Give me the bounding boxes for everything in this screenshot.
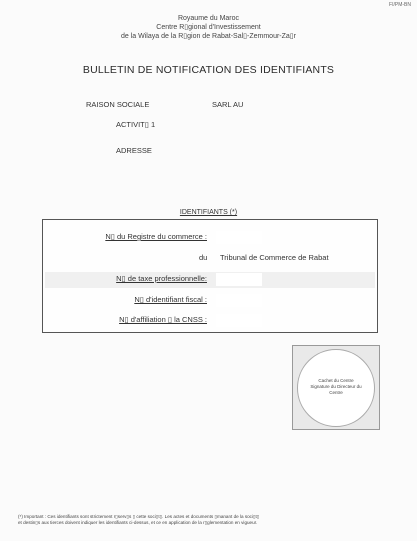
taxe-row-shading [45, 272, 375, 288]
header-line-kingdom: Royaume du Maroc [177, 15, 240, 22]
fiscal-label: N▯ d'identifiant fiscal : [134, 295, 207, 304]
cnss-row [43, 315, 377, 329]
document-header [0, 14, 417, 41]
header-line-wilaya: de la Wilaya de la R▯gion de Rabat-Sal▯-Zemmour-Za▯r [121, 33, 296, 40]
form-code: FI/PM-BN [389, 2, 411, 8]
tribunal-value: Tribunal de Commerce de Rabat [220, 253, 329, 262]
cnss-label: N▯ d'affiliation ▯ la CNSS : [119, 315, 207, 324]
identifiants-box [42, 219, 378, 333]
registre-row [43, 232, 377, 246]
fiscal-value [216, 294, 262, 307]
document-title: BULLETIN DE NOTIFICATION DES IDENTIFIANTS [82, 64, 335, 76]
registre-value [216, 231, 262, 244]
adresse-label: ADRESSE [116, 146, 152, 155]
footnote [18, 514, 408, 526]
taxe-row [43, 274, 377, 288]
header-line-center: Centre R▯gional d'Investissement [156, 24, 261, 31]
footnote-line-1: (*) Important : Ces identifiants sont strictement r▯serv▯s ▯ cette soci▯t▯. Les actes et documents ▯manant de la soci▯t▯ [18, 514, 260, 519]
du-label: du [199, 253, 208, 262]
taxe-value [216, 273, 262, 286]
stamp-line-signature: Signature du Directeur du [310, 384, 362, 389]
registre-label: N▯ du Registre du commerce : [105, 232, 207, 241]
activite-label: ACTIVIT▯ 1 [116, 120, 156, 129]
tribunal-row [43, 253, 377, 267]
stamp-box [292, 345, 380, 430]
footnote-line-2: et destin▯s aux tierces doivent indiquer les identifiants ci-dessus, et ce en application de la r▯glementation en vigueur. [18, 520, 258, 525]
fiscal-row [43, 295, 377, 309]
raison-sociale-value: SARL AU [212, 100, 244, 109]
stamp-line-cachet: Cachet du Centre [318, 378, 354, 383]
stamp-line-centre: Centre [329, 390, 343, 395]
identifiants-section-title: IDENTIFIANTS (*) [179, 209, 238, 216]
cnss-value [216, 314, 262, 327]
taxe-label: N▯ de taxe professionnelle: [116, 274, 207, 283]
stamp-text [298, 378, 374, 396]
raison-sociale-label: RAISON SOCIALE [86, 100, 150, 109]
stamp-circle [297, 349, 375, 427]
